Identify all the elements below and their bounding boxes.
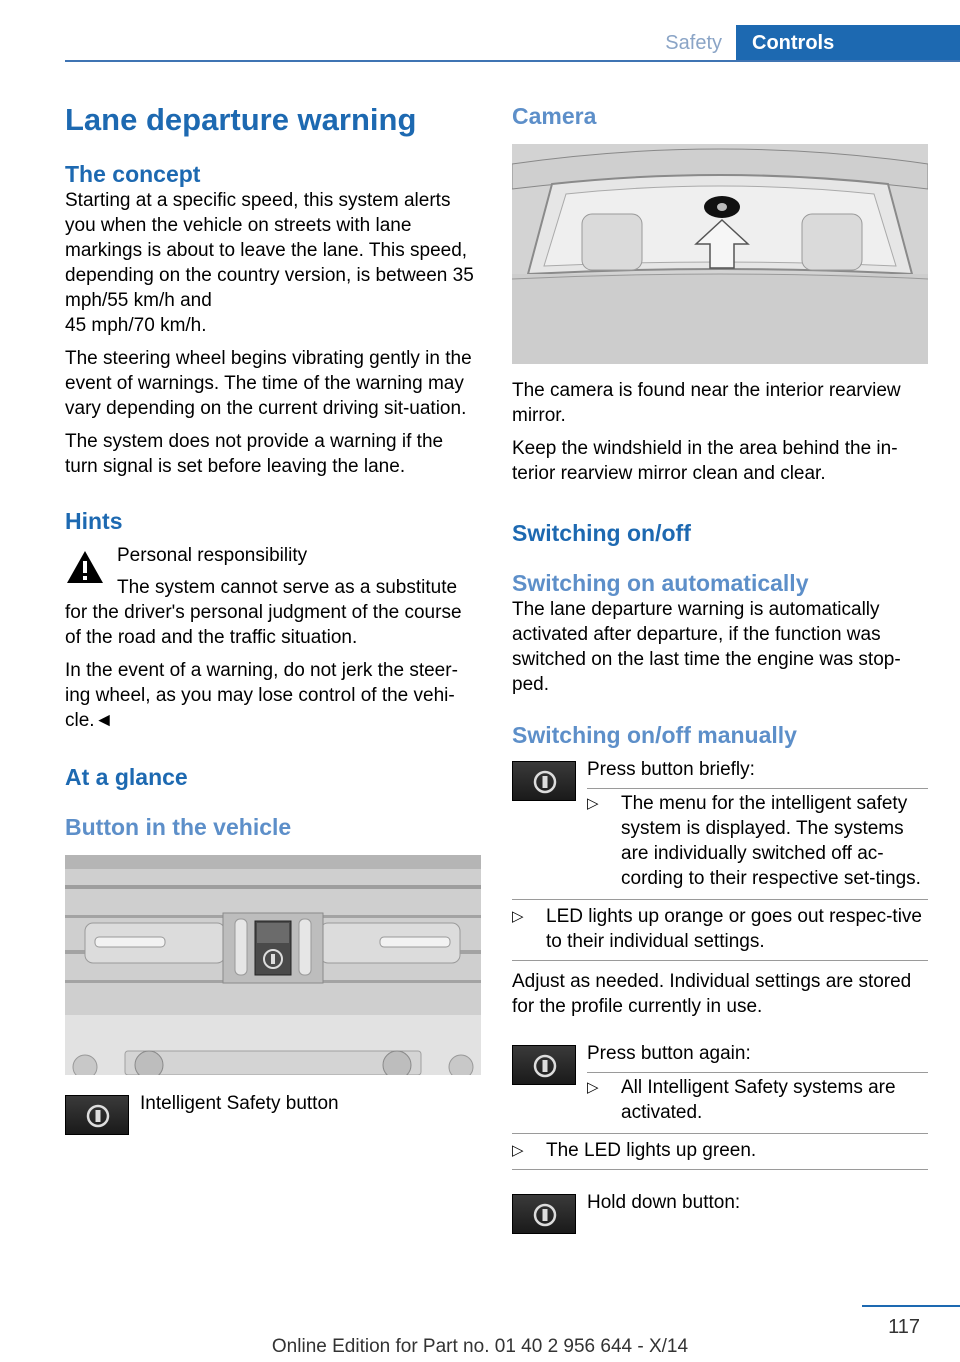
press-again-item: ▷ The LED lights up green.	[512, 1138, 928, 1163]
concept-heading: The concept	[65, 161, 201, 187]
divider	[512, 1169, 928, 1170]
divider	[512, 899, 928, 900]
tab-safety[interactable]: Safety	[665, 32, 722, 54]
intelligent-safety-icon	[530, 1051, 560, 1081]
page-number: 117	[888, 1316, 920, 1338]
warning-paragraph-2: In the event of a warning, do not jerk the steer-ing wheel, as you may lose control of the vehi-cle.◄	[65, 660, 458, 731]
concept-paragraph-1b: 45 mph/70 km/h.	[65, 315, 207, 336]
dashboard-photo	[65, 855, 481, 1075]
at-a-glance-heading: At a glance	[65, 764, 188, 790]
warning-text-lead: The system cannot serve as a substitute	[117, 577, 458, 598]
divider	[587, 788, 928, 789]
button-symbol-2	[512, 1045, 576, 1085]
press-briefly-subitem: ▷ The menu for the intelligent safety system is displayed. The systems are individually switched off ac-cording to their respective set-tings.	[587, 791, 928, 891]
button-in-vehicle-heading: Button in the vehicle	[65, 814, 292, 840]
footer-rule	[862, 1305, 960, 1307]
intelligent-safety-button-symbol	[65, 1095, 129, 1135]
divider	[512, 960, 928, 961]
hold-label: Hold down button:	[587, 1192, 741, 1213]
button-symbol-3	[512, 1194, 576, 1234]
concept-paragraph-1: Starting at a specific speed, this system alerts you when the vehicle on streets with lane markings is about to leave the lane. This speed, depending on the country version, is between 35 mph/55 km/h and	[65, 190, 474, 311]
camera-heading: Camera	[512, 103, 597, 129]
hold-block	[512, 1190, 928, 1234]
page-title: Lane departure warning	[65, 102, 417, 137]
switching-auto-heading: Switching on automatically	[512, 570, 809, 596]
edition-footer: Online Edition for Part no. 01 40 2 956 644 - X/14	[271, 1336, 689, 1357]
press-briefly-label: Press button briefly:	[587, 759, 755, 780]
warning-paragraph-1-rest: for the driver's personal judgment of the course of the road and the traffic situation.	[65, 602, 462, 648]
press-again-block	[512, 1041, 928, 1125]
header-rule	[65, 60, 960, 62]
camera-photo	[512, 144, 928, 364]
button-symbol-1	[512, 761, 576, 801]
warning-block	[65, 543, 481, 600]
intelligent-safety-icon	[83, 1101, 113, 1131]
tab-controls[interactable]: Controls	[736, 25, 960, 61]
switching-auto-paragraph: The lane departure warning is automatically activated after departure, if the function was switched on the last time the engine was stop-ped.	[512, 599, 901, 695]
camera-paragraph-2: Keep the windshield in the area behind the in-terior rearview mirror clean and clear.	[512, 438, 898, 484]
divider	[587, 1072, 928, 1073]
switching-heading: Switching on/off	[512, 520, 691, 546]
button-caption: Intelligent Safety button	[140, 1093, 339, 1114]
divider	[512, 1133, 928, 1134]
concept-paragraph-3: The system does not provide a warning if the turn signal is set before leaving the lane.	[65, 431, 444, 477]
button-caption-row	[65, 1091, 481, 1135]
press-briefly-item: ▷ LED lights up orange or goes out respec-tive to their individual settings.	[512, 904, 928, 954]
left-column	[65, 100, 481, 1135]
concept-paragraph-2: The steering wheel begins vibrating gently in the event of warnings. The time of the warning may vary depending on the current driving sit-uation.	[65, 348, 472, 419]
warning-triangle-icon	[65, 549, 105, 585]
hints-heading: Hints	[65, 508, 123, 534]
right-column	[512, 100, 928, 1234]
press-again-subitem: ▷ All Intelligent Safety systems are activated.	[587, 1075, 928, 1125]
warning-title: Personal responsibility	[117, 545, 308, 566]
intelligent-safety-icon	[530, 1200, 560, 1230]
camera-paragraph-1: The camera is found near the interior rearview mirror.	[512, 380, 901, 426]
press-again-label: Press button again:	[587, 1043, 751, 1064]
switching-manual-heading: Switching on/off manually	[512, 722, 797, 748]
adjust-paragraph: Adjust as needed. Individual settings are stored for the profile currently in use.	[512, 971, 912, 1017]
intelligent-safety-icon	[530, 767, 560, 797]
press-briefly-block	[512, 757, 928, 891]
